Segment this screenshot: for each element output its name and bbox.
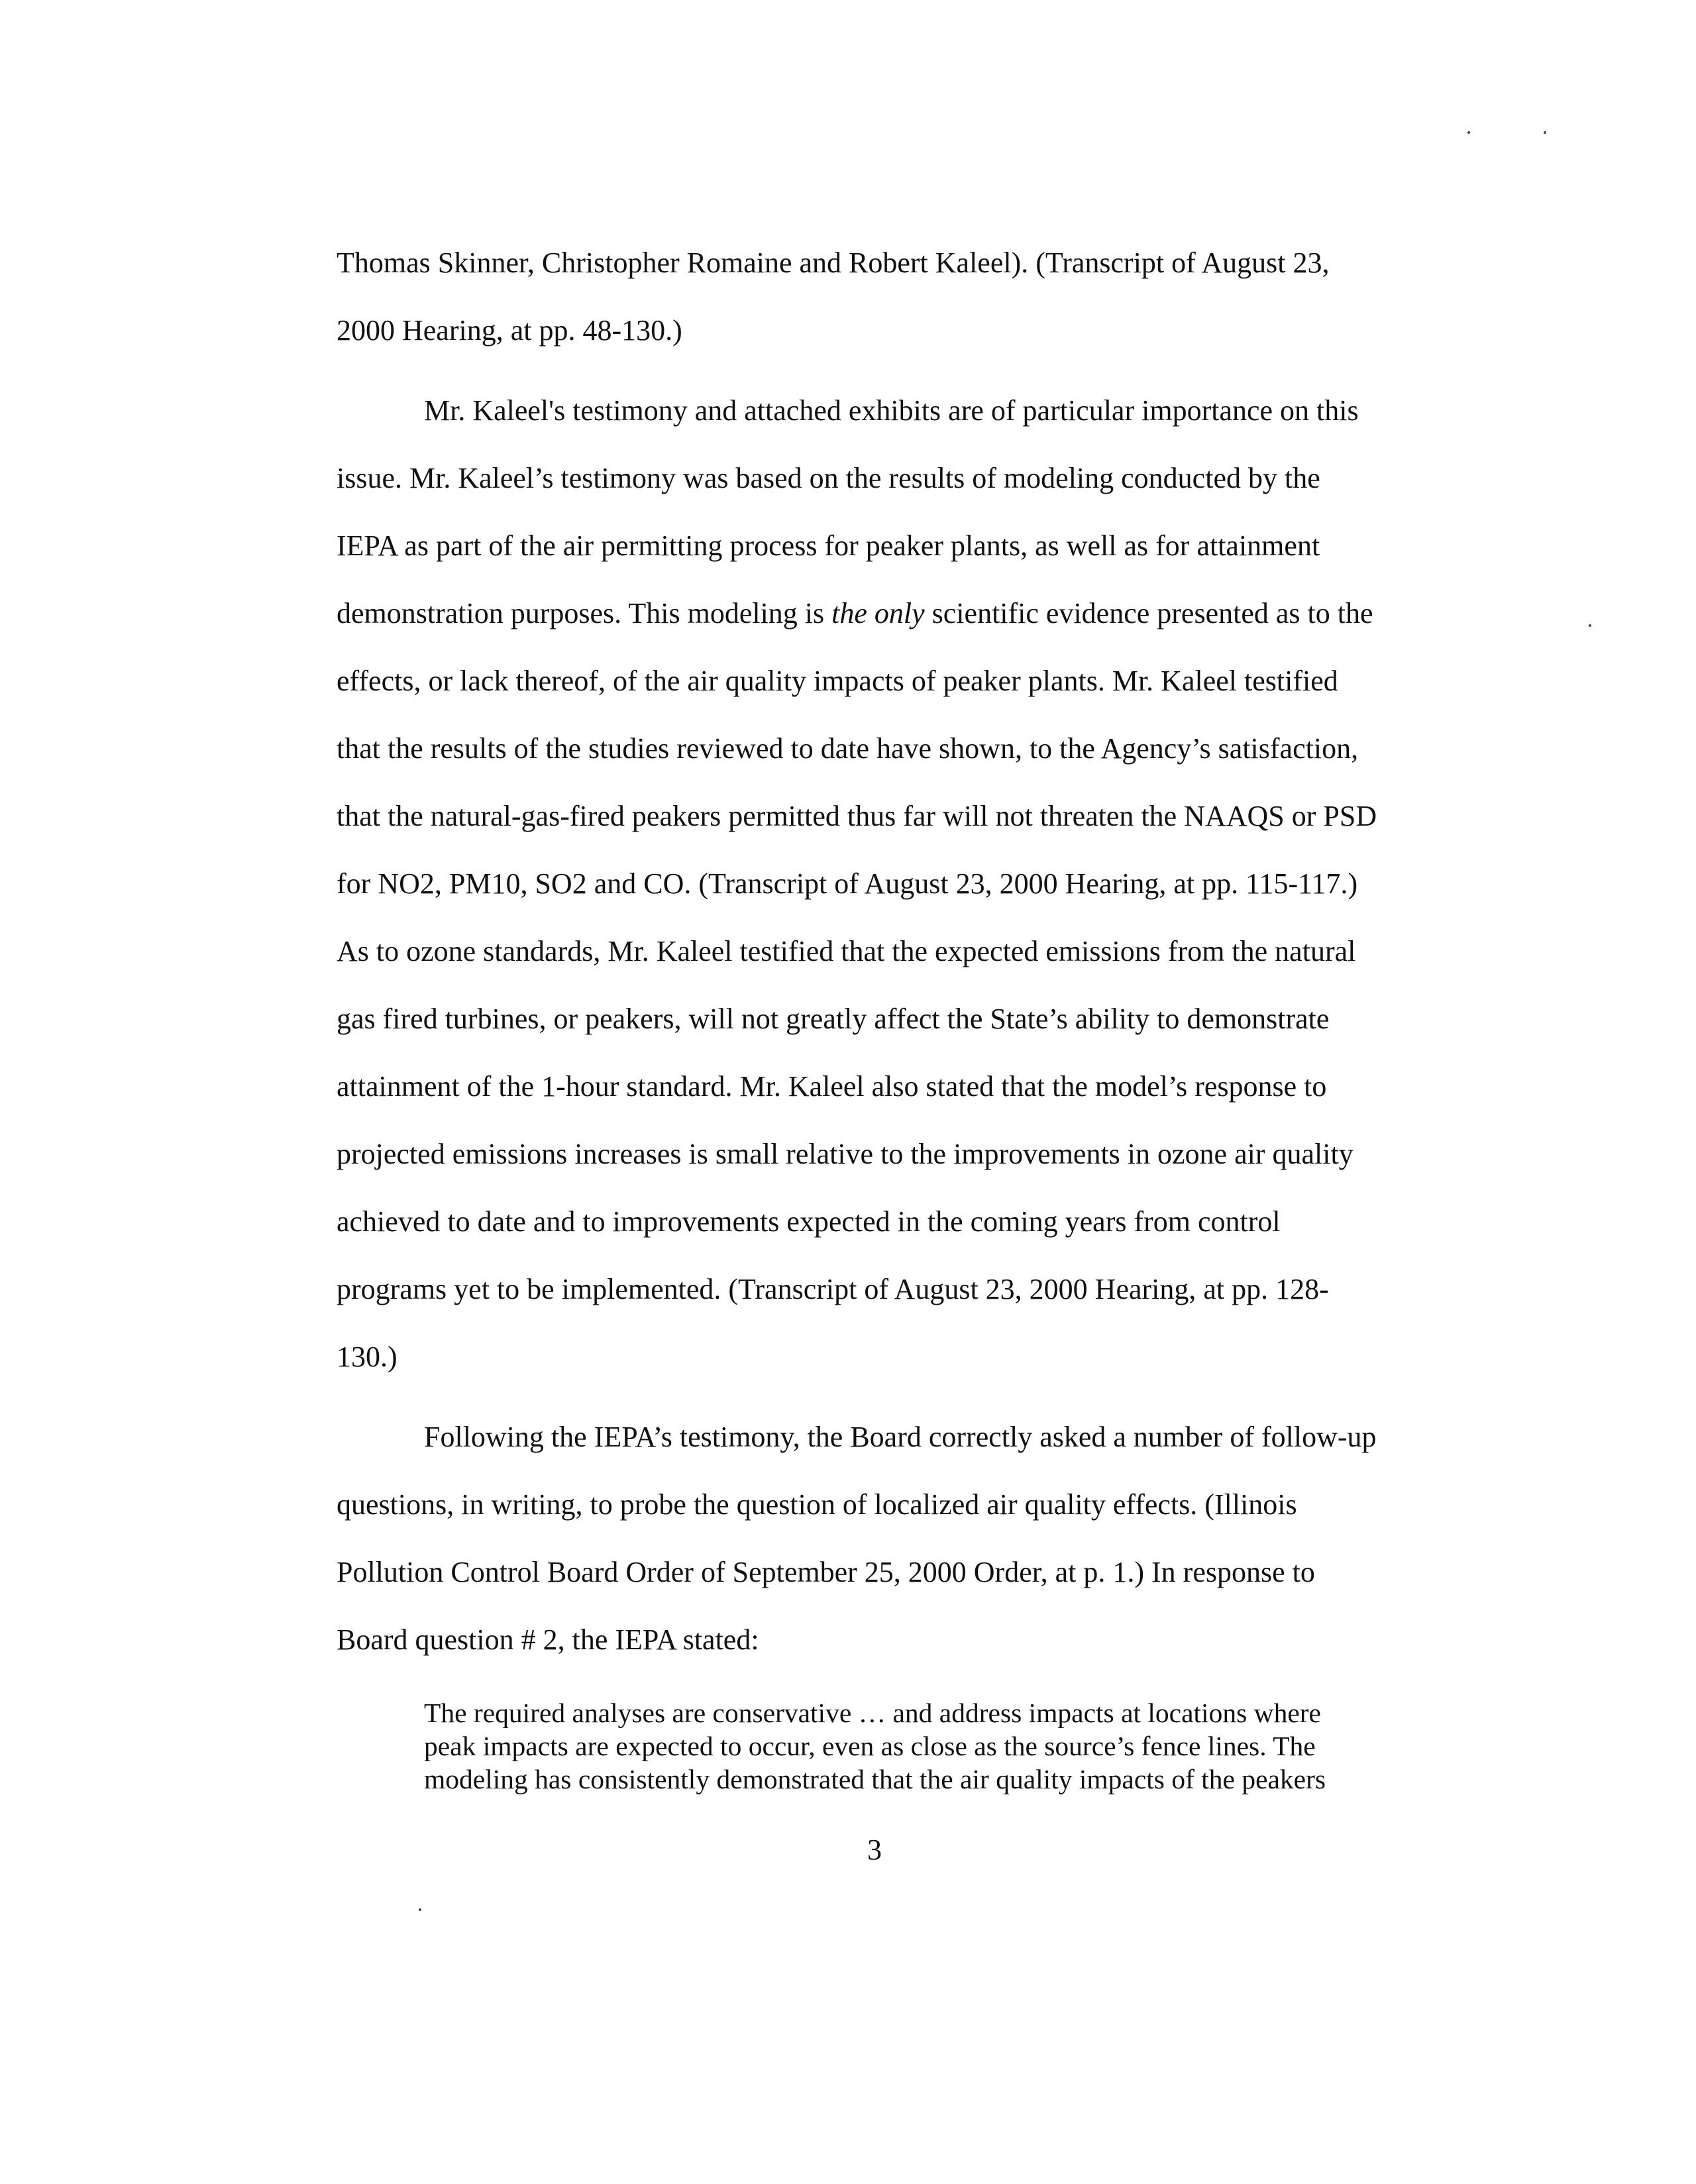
- block-quote-line-1: The required analyses are conservative … and address impacts at locations where: [424, 1698, 1321, 1728]
- scan-speck: [1467, 131, 1470, 134]
- paragraph-2-line-5: effects, or lack thereof, of the air quality impacts of peaker plants. Mr. Kaleel testified: [337, 665, 1338, 697]
- paragraph-3-line-2: questions, in writing, to probe the question of localized air quality effects. (Illinois: [337, 1488, 1297, 1521]
- paragraph-2-line-10: gas fired turbines, or peakers, will not greatly affect the State’s ability to demonstrate: [337, 1003, 1330, 1035]
- paragraph-2-line-6: that the results of the studies reviewed to date have shown, to the Agency’s satisfaction,: [337, 732, 1359, 765]
- paragraph-2-line-3: IEPA as part of the air permitting process for peaker plants, as well as for attainment: [337, 529, 1320, 562]
- paragraph-2-line-4-start: demonstration purposes. This modeling is: [337, 597, 832, 629]
- block-quote-line-2: peak impacts are expected to occur, even as close as the source’s fence lines. The: [424, 1731, 1316, 1761]
- scan-speck: [1589, 624, 1591, 627]
- paragraph-2-line-9: As to ozone standards, Mr. Kaleel testified that the expected emissions from the natural: [337, 935, 1356, 967]
- paragraph-1-line-2: 2000 Hearing, at pp. 48-130.): [337, 314, 682, 347]
- paragraph-2-line-8: for NO2, PM10, SO2 and CO. (Transcript of August 23, 2000 Hearing, at pp. 115-117.): [337, 867, 1358, 900]
- paragraph-2-line-14: programs yet to be implemented. (Transcript of August 23, 2000 Hearing, at pp. 128-: [337, 1273, 1329, 1305]
- paragraph-2-line-12: projected emissions increases is small relative to the improvements in ozone air quality: [337, 1138, 1353, 1170]
- paragraph-2-line-2: issue. Mr. Kaleel’s testimony was based on the results of modeling conducted by the: [337, 462, 1320, 494]
- block-quote-line-3: modeling has consistently demonstrated that the air quality impacts of the peakers: [424, 1764, 1326, 1794]
- paragraph-2-line-4: [337, 596, 1373, 631]
- paragraph-3-line-4: Board question # 2, the IEPA stated:: [337, 1623, 759, 1656]
- emphasis-the-only: the only: [831, 597, 925, 629]
- paragraph-2-line-7: that the natural-gas-fired peakers permitted thus far will not threaten the NAAQS or PSD: [337, 800, 1377, 832]
- paragraph-2-line-4-end: scientific evidence presented as to the: [924, 597, 1373, 629]
- paragraph-3-line-1: Following the IEPA’s testimony, the Board correctly asked a number of follow-up: [424, 1421, 1377, 1453]
- paragraph-3-line-3: Pollution Control Board Order of September 25, 2000 Order, at p. 1.) In response to: [337, 1556, 1315, 1588]
- page-number: 3: [867, 1833, 882, 1866]
- paragraph-2-line-1: Mr. Kaleel's testimony and attached exhibits are of particular importance on this: [424, 394, 1359, 427]
- scan-speck: [1544, 131, 1546, 134]
- paragraph-1-line-1: Thomas Skinner, Christopher Romaine and Robert Kaleel). (Transcript of August 23,: [337, 246, 1330, 279]
- scan-speck: [419, 1908, 421, 1911]
- paragraph-2-line-11: attainment of the 1-hour standard. Mr. Kaleel also stated that the model’s response to: [337, 1070, 1327, 1103]
- paragraph-2-line-13: achieved to date and to improvements expected in the coming years from control: [337, 1205, 1281, 1238]
- paragraph-2-line-15: 130.): [337, 1340, 398, 1373]
